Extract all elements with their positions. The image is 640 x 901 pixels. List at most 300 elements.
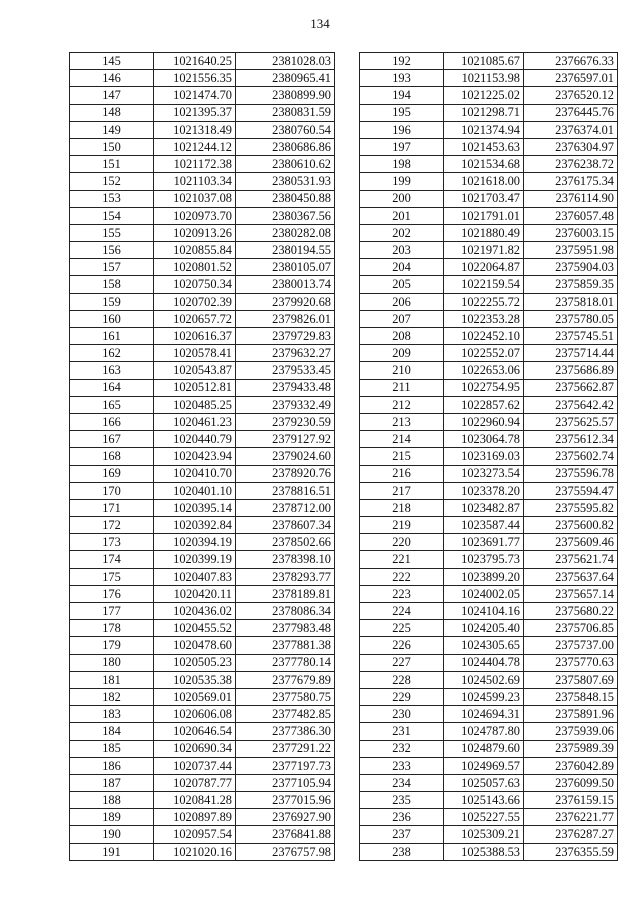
y-coordinate-cell: 2380105.07 bbox=[236, 259, 335, 276]
point-number-cell: 162 bbox=[70, 345, 154, 362]
point-number-cell: 199 bbox=[360, 173, 444, 190]
x-coordinate-cell: 1020606.08 bbox=[154, 706, 236, 723]
y-coordinate-cell: 2375625.57 bbox=[524, 413, 618, 430]
point-number-cell: 155 bbox=[70, 224, 154, 241]
x-coordinate-cell: 1020913.26 bbox=[154, 224, 236, 241]
table-row bbox=[70, 362, 335, 379]
x-coordinate-cell: 1024694.31 bbox=[444, 706, 524, 723]
point-number-cell: 198 bbox=[360, 156, 444, 173]
y-coordinate-cell: 2377015.96 bbox=[236, 792, 335, 809]
table-row bbox=[360, 413, 618, 430]
point-number-cell: 206 bbox=[360, 293, 444, 310]
point-number-cell: 217 bbox=[360, 482, 444, 499]
y-coordinate-cell: 2378607.34 bbox=[236, 517, 335, 534]
x-coordinate-cell: 1022255.72 bbox=[444, 293, 524, 310]
x-coordinate-cell: 1024002.05 bbox=[444, 585, 524, 602]
table-row bbox=[360, 345, 618, 362]
point-number-cell: 175 bbox=[70, 568, 154, 585]
x-coordinate-cell: 1021298.71 bbox=[444, 104, 524, 121]
x-coordinate-cell: 1022960.94 bbox=[444, 413, 524, 430]
x-coordinate-cell: 1021395.37 bbox=[154, 104, 236, 121]
table-row bbox=[360, 156, 618, 173]
point-number-cell: 219 bbox=[360, 517, 444, 534]
x-coordinate-cell: 1024787.80 bbox=[444, 723, 524, 740]
point-number-cell: 200 bbox=[360, 190, 444, 207]
table-row bbox=[70, 328, 335, 345]
point-number-cell: 153 bbox=[70, 190, 154, 207]
x-coordinate-cell: 1023587.44 bbox=[444, 517, 524, 534]
table-row bbox=[360, 688, 618, 705]
x-coordinate-cell: 1022159.54 bbox=[444, 276, 524, 293]
x-coordinate-cell: 1021374.94 bbox=[444, 121, 524, 138]
y-coordinate-cell: 2375939.06 bbox=[524, 723, 618, 740]
point-number-cell: 224 bbox=[360, 603, 444, 620]
table-row bbox=[70, 603, 335, 620]
x-coordinate-cell: 1021703.47 bbox=[444, 190, 524, 207]
point-number-cell: 187 bbox=[70, 774, 154, 791]
x-coordinate-cell: 1021318.49 bbox=[154, 121, 236, 138]
y-coordinate-cell: 2379826.01 bbox=[236, 310, 335, 327]
point-number-cell: 146 bbox=[70, 70, 154, 87]
x-coordinate-cell: 1021244.12 bbox=[154, 138, 236, 155]
y-coordinate-cell: 2377881.38 bbox=[236, 637, 335, 654]
table-row bbox=[360, 276, 618, 293]
table-row bbox=[70, 121, 335, 138]
table-row bbox=[70, 809, 335, 826]
table-row bbox=[70, 723, 335, 740]
y-coordinate-cell: 2376159.15 bbox=[524, 792, 618, 809]
point-number-cell: 180 bbox=[70, 654, 154, 671]
y-coordinate-cell: 2378502.66 bbox=[236, 534, 335, 551]
y-coordinate-cell: 2376927.90 bbox=[236, 809, 335, 826]
table-row bbox=[360, 792, 618, 809]
point-number-cell: 190 bbox=[70, 826, 154, 843]
table-row bbox=[360, 603, 618, 620]
table-row bbox=[360, 328, 618, 345]
table-row bbox=[70, 843, 335, 860]
x-coordinate-cell: 1021172.38 bbox=[154, 156, 236, 173]
y-coordinate-cell: 2377580.75 bbox=[236, 688, 335, 705]
x-coordinate-cell: 1024104.16 bbox=[444, 603, 524, 620]
y-coordinate-cell: 2376221.77 bbox=[524, 809, 618, 826]
table-row bbox=[70, 345, 335, 362]
y-coordinate-cell: 2376042.89 bbox=[524, 757, 618, 774]
table-row bbox=[70, 138, 335, 155]
table-row bbox=[360, 310, 618, 327]
y-coordinate-cell: 2376355.59 bbox=[524, 843, 618, 860]
point-number-cell: 154 bbox=[70, 207, 154, 224]
point-number-cell: 222 bbox=[360, 568, 444, 585]
x-coordinate-cell: 1021037.08 bbox=[154, 190, 236, 207]
point-number-cell: 227 bbox=[360, 654, 444, 671]
x-coordinate-cell: 1020801.52 bbox=[154, 259, 236, 276]
y-coordinate-cell: 2380450.88 bbox=[236, 190, 335, 207]
point-number-cell: 218 bbox=[360, 499, 444, 516]
x-coordinate-cell: 1021225.02 bbox=[444, 87, 524, 104]
y-coordinate-cell: 2375706.85 bbox=[524, 620, 618, 637]
x-coordinate-cell: 1020690.34 bbox=[154, 740, 236, 757]
x-coordinate-cell: 1021618.00 bbox=[444, 173, 524, 190]
table-row bbox=[70, 431, 335, 448]
x-coordinate-cell: 1020543.87 bbox=[154, 362, 236, 379]
x-coordinate-cell: 1020855.84 bbox=[154, 242, 236, 259]
x-coordinate-cell: 1022552.07 bbox=[444, 345, 524, 362]
table-row bbox=[360, 431, 618, 448]
point-number-cell: 209 bbox=[360, 345, 444, 362]
table-row bbox=[70, 671, 335, 688]
y-coordinate-cell: 2376175.34 bbox=[524, 173, 618, 190]
x-coordinate-cell: 1020394.19 bbox=[154, 534, 236, 551]
table-row bbox=[70, 379, 335, 396]
table-row bbox=[70, 568, 335, 585]
table-row bbox=[360, 534, 618, 551]
y-coordinate-cell: 2378816.51 bbox=[236, 482, 335, 499]
y-coordinate-cell: 2376287.27 bbox=[524, 826, 618, 843]
table-row bbox=[360, 173, 618, 190]
y-coordinate-cell: 2375891.96 bbox=[524, 706, 618, 723]
y-coordinate-cell: 2380194.55 bbox=[236, 242, 335, 259]
x-coordinate-cell: 1022653.06 bbox=[444, 362, 524, 379]
y-coordinate-cell: 2375621.74 bbox=[524, 551, 618, 568]
point-number-cell: 173 bbox=[70, 534, 154, 551]
x-coordinate-cell: 1023169.03 bbox=[444, 448, 524, 465]
table-row bbox=[360, 379, 618, 396]
table-row bbox=[360, 138, 618, 155]
y-coordinate-cell: 2375737.00 bbox=[524, 637, 618, 654]
y-coordinate-cell: 2379230.59 bbox=[236, 413, 335, 430]
table-row bbox=[70, 448, 335, 465]
y-coordinate-cell: 2375859.35 bbox=[524, 276, 618, 293]
table-row bbox=[360, 207, 618, 224]
y-coordinate-cell: 2376238.72 bbox=[524, 156, 618, 173]
point-number-cell: 195 bbox=[360, 104, 444, 121]
table-row bbox=[70, 517, 335, 534]
point-number-cell: 184 bbox=[70, 723, 154, 740]
y-coordinate-cell: 2376304.97 bbox=[524, 138, 618, 155]
y-coordinate-cell: 2375602.74 bbox=[524, 448, 618, 465]
table-row bbox=[70, 551, 335, 568]
table-row bbox=[360, 448, 618, 465]
y-coordinate-cell: 2377197.73 bbox=[236, 757, 335, 774]
table-row bbox=[360, 671, 618, 688]
y-coordinate-cell: 2378712.00 bbox=[236, 499, 335, 516]
y-coordinate-cell: 2375989.39 bbox=[524, 740, 618, 757]
point-number-cell: 202 bbox=[360, 224, 444, 241]
point-number-cell: 194 bbox=[360, 87, 444, 104]
x-coordinate-cell: 1024879.60 bbox=[444, 740, 524, 757]
y-coordinate-cell: 2377482.85 bbox=[236, 706, 335, 723]
point-number-cell: 208 bbox=[360, 328, 444, 345]
point-number-cell: 191 bbox=[70, 843, 154, 860]
table-row bbox=[360, 517, 618, 534]
table-row bbox=[360, 826, 618, 843]
table-row bbox=[70, 620, 335, 637]
y-coordinate-cell: 2378293.77 bbox=[236, 568, 335, 585]
x-coordinate-cell: 1024404.78 bbox=[444, 654, 524, 671]
y-coordinate-cell: 2375686.89 bbox=[524, 362, 618, 379]
table-row bbox=[360, 706, 618, 723]
x-coordinate-cell: 1024599.23 bbox=[444, 688, 524, 705]
table-row bbox=[360, 121, 618, 138]
x-coordinate-cell: 1021020.16 bbox=[154, 843, 236, 860]
x-coordinate-cell: 1023273.54 bbox=[444, 465, 524, 482]
x-coordinate-cell: 1022452.10 bbox=[444, 328, 524, 345]
y-coordinate-cell: 2377386.30 bbox=[236, 723, 335, 740]
x-coordinate-cell: 1021474.70 bbox=[154, 87, 236, 104]
y-coordinate-cell: 2375904.03 bbox=[524, 259, 618, 276]
point-number-cell: 203 bbox=[360, 242, 444, 259]
y-coordinate-cell: 2376841.88 bbox=[236, 826, 335, 843]
x-coordinate-cell: 1020407.83 bbox=[154, 568, 236, 585]
table-row bbox=[360, 53, 618, 70]
x-coordinate-cell: 1022857.62 bbox=[444, 396, 524, 413]
table-row bbox=[70, 396, 335, 413]
table-row bbox=[70, 706, 335, 723]
table-row bbox=[70, 293, 335, 310]
x-coordinate-cell: 1020569.01 bbox=[154, 688, 236, 705]
x-coordinate-cell: 1020973.70 bbox=[154, 207, 236, 224]
x-coordinate-cell: 1020485.25 bbox=[154, 396, 236, 413]
table-row bbox=[360, 396, 618, 413]
x-coordinate-cell: 1025227.55 bbox=[444, 809, 524, 826]
y-coordinate-cell: 2377780.14 bbox=[236, 654, 335, 671]
table-row bbox=[360, 809, 618, 826]
table-row bbox=[360, 551, 618, 568]
point-number-cell: 221 bbox=[360, 551, 444, 568]
coordinates-table-right bbox=[359, 52, 618, 861]
x-coordinate-cell: 1020440.79 bbox=[154, 431, 236, 448]
point-number-cell: 193 bbox=[360, 70, 444, 87]
x-coordinate-cell: 1020478.60 bbox=[154, 637, 236, 654]
y-coordinate-cell: 2380831.59 bbox=[236, 104, 335, 121]
x-coordinate-cell: 1021453.63 bbox=[444, 138, 524, 155]
point-number-cell: 211 bbox=[360, 379, 444, 396]
x-coordinate-cell: 1020436.02 bbox=[154, 603, 236, 620]
y-coordinate-cell: 2380610.62 bbox=[236, 156, 335, 173]
y-coordinate-cell: 2378398.10 bbox=[236, 551, 335, 568]
x-coordinate-cell: 1020505.23 bbox=[154, 654, 236, 671]
y-coordinate-cell: 2380686.86 bbox=[236, 138, 335, 155]
y-coordinate-cell: 2375818.01 bbox=[524, 293, 618, 310]
x-coordinate-cell: 1024305.65 bbox=[444, 637, 524, 654]
table-row bbox=[360, 585, 618, 602]
point-number-cell: 169 bbox=[70, 465, 154, 482]
x-coordinate-cell: 1020702.39 bbox=[154, 293, 236, 310]
y-coordinate-cell: 2378920.76 bbox=[236, 465, 335, 482]
y-coordinate-cell: 2376445.76 bbox=[524, 104, 618, 121]
point-number-cell: 179 bbox=[70, 637, 154, 654]
y-coordinate-cell: 2375600.82 bbox=[524, 517, 618, 534]
point-number-cell: 233 bbox=[360, 757, 444, 774]
point-number-cell: 177 bbox=[70, 603, 154, 620]
y-coordinate-cell: 2379920.68 bbox=[236, 293, 335, 310]
y-coordinate-cell: 2379433.48 bbox=[236, 379, 335, 396]
point-number-cell: 205 bbox=[360, 276, 444, 293]
table-row bbox=[70, 688, 335, 705]
x-coordinate-cell: 1021085.67 bbox=[444, 53, 524, 70]
table-row bbox=[360, 568, 618, 585]
table-row bbox=[70, 70, 335, 87]
x-coordinate-cell: 1025309.21 bbox=[444, 826, 524, 843]
y-coordinate-cell: 2375770.63 bbox=[524, 654, 618, 671]
x-coordinate-cell: 1024205.40 bbox=[444, 620, 524, 637]
y-coordinate-cell: 2379127.92 bbox=[236, 431, 335, 448]
table-row bbox=[360, 843, 618, 860]
x-coordinate-cell: 1021556.35 bbox=[154, 70, 236, 87]
point-number-cell: 167 bbox=[70, 431, 154, 448]
x-coordinate-cell: 1020410.70 bbox=[154, 465, 236, 482]
table-row bbox=[70, 585, 335, 602]
x-coordinate-cell: 1020401.10 bbox=[154, 482, 236, 499]
table-row bbox=[70, 87, 335, 104]
y-coordinate-cell: 2379332.49 bbox=[236, 396, 335, 413]
x-coordinate-cell: 1020395.14 bbox=[154, 499, 236, 516]
point-number-cell: 216 bbox=[360, 465, 444, 482]
x-coordinate-cell: 1025057.63 bbox=[444, 774, 524, 791]
point-number-cell: 189 bbox=[70, 809, 154, 826]
point-number-cell: 201 bbox=[360, 207, 444, 224]
y-coordinate-cell: 2379729.83 bbox=[236, 328, 335, 345]
point-number-cell: 157 bbox=[70, 259, 154, 276]
table-row bbox=[360, 224, 618, 241]
point-number-cell: 164 bbox=[70, 379, 154, 396]
x-coordinate-cell: 1020897.89 bbox=[154, 809, 236, 826]
point-number-cell: 158 bbox=[70, 276, 154, 293]
point-number-cell: 168 bbox=[70, 448, 154, 465]
x-coordinate-cell: 1020420.11 bbox=[154, 585, 236, 602]
table-row bbox=[70, 826, 335, 843]
table-row bbox=[360, 620, 618, 637]
point-number-cell: 145 bbox=[70, 53, 154, 70]
y-coordinate-cell: 2379533.45 bbox=[236, 362, 335, 379]
y-coordinate-cell: 2380760.54 bbox=[236, 121, 335, 138]
point-number-cell: 228 bbox=[360, 671, 444, 688]
y-coordinate-cell: 2377679.89 bbox=[236, 671, 335, 688]
y-coordinate-cell: 2375951.98 bbox=[524, 242, 618, 259]
y-coordinate-cell: 2375596.78 bbox=[524, 465, 618, 482]
point-number-cell: 204 bbox=[360, 259, 444, 276]
x-coordinate-cell: 1021103.34 bbox=[154, 173, 236, 190]
table-row bbox=[360, 87, 618, 104]
table-row bbox=[360, 362, 618, 379]
x-coordinate-cell: 1020750.34 bbox=[154, 276, 236, 293]
x-coordinate-cell: 1023691.77 bbox=[444, 534, 524, 551]
y-coordinate-cell: 2376520.12 bbox=[524, 87, 618, 104]
y-coordinate-cell: 2380531.93 bbox=[236, 173, 335, 190]
table-row bbox=[70, 224, 335, 241]
y-coordinate-cell: 2376676.33 bbox=[524, 53, 618, 70]
x-coordinate-cell: 1022754.95 bbox=[444, 379, 524, 396]
table-row bbox=[70, 654, 335, 671]
table-row bbox=[360, 293, 618, 310]
point-number-cell: 231 bbox=[360, 723, 444, 740]
y-coordinate-cell: 2375662.87 bbox=[524, 379, 618, 396]
point-number-cell: 166 bbox=[70, 413, 154, 430]
point-number-cell: 188 bbox=[70, 792, 154, 809]
table-row bbox=[70, 242, 335, 259]
point-number-cell: 149 bbox=[70, 121, 154, 138]
y-coordinate-cell: 2375642.42 bbox=[524, 396, 618, 413]
point-number-cell: 220 bbox=[360, 534, 444, 551]
x-coordinate-cell: 1020737.44 bbox=[154, 757, 236, 774]
table-row bbox=[70, 104, 335, 121]
point-number-cell: 213 bbox=[360, 413, 444, 430]
x-coordinate-cell: 1023482.87 bbox=[444, 499, 524, 516]
point-number-cell: 176 bbox=[70, 585, 154, 602]
table-row bbox=[360, 654, 618, 671]
table-row bbox=[360, 499, 618, 516]
x-coordinate-cell: 1023378.20 bbox=[444, 482, 524, 499]
point-number-cell: 147 bbox=[70, 87, 154, 104]
y-coordinate-cell: 2376597.01 bbox=[524, 70, 618, 87]
x-coordinate-cell: 1024502.69 bbox=[444, 671, 524, 688]
table-row bbox=[360, 757, 618, 774]
point-number-cell: 150 bbox=[70, 138, 154, 155]
y-coordinate-cell: 2379024.60 bbox=[236, 448, 335, 465]
x-coordinate-cell: 1020616.37 bbox=[154, 328, 236, 345]
table-row bbox=[70, 53, 335, 70]
point-number-cell: 185 bbox=[70, 740, 154, 757]
y-coordinate-cell: 2375745.51 bbox=[524, 328, 618, 345]
y-coordinate-cell: 2376099.50 bbox=[524, 774, 618, 791]
table-row bbox=[70, 259, 335, 276]
y-coordinate-cell: 2376057.48 bbox=[524, 207, 618, 224]
x-coordinate-cell: 1020578.41 bbox=[154, 345, 236, 362]
point-number-cell: 210 bbox=[360, 362, 444, 379]
x-coordinate-cell: 1020646.54 bbox=[154, 723, 236, 740]
y-coordinate-cell: 2380013.74 bbox=[236, 276, 335, 293]
point-number-cell: 232 bbox=[360, 740, 444, 757]
point-number-cell: 234 bbox=[360, 774, 444, 791]
x-coordinate-cell: 1020787.77 bbox=[154, 774, 236, 791]
y-coordinate-cell: 2378086.34 bbox=[236, 603, 335, 620]
point-number-cell: 161 bbox=[70, 328, 154, 345]
point-number-cell: 172 bbox=[70, 517, 154, 534]
point-number-cell: 182 bbox=[70, 688, 154, 705]
x-coordinate-cell: 1025143.66 bbox=[444, 792, 524, 809]
table-row bbox=[360, 70, 618, 87]
table-row bbox=[360, 242, 618, 259]
x-coordinate-cell: 1020957.54 bbox=[154, 826, 236, 843]
point-number-cell: 156 bbox=[70, 242, 154, 259]
table-row bbox=[360, 740, 618, 757]
x-coordinate-cell: 1021880.49 bbox=[444, 224, 524, 241]
point-number-cell: 165 bbox=[70, 396, 154, 413]
y-coordinate-cell: 2381028.03 bbox=[236, 53, 335, 70]
y-coordinate-cell: 2375780.05 bbox=[524, 310, 618, 327]
point-number-cell: 237 bbox=[360, 826, 444, 843]
point-number-cell: 148 bbox=[70, 104, 154, 121]
table-row bbox=[70, 207, 335, 224]
x-coordinate-cell: 1020455.52 bbox=[154, 620, 236, 637]
point-number-cell: 238 bbox=[360, 843, 444, 860]
point-number-cell: 181 bbox=[70, 671, 154, 688]
x-coordinate-cell: 1021640.25 bbox=[154, 53, 236, 70]
point-number-cell: 223 bbox=[360, 585, 444, 602]
point-number-cell: 152 bbox=[70, 173, 154, 190]
point-number-cell: 229 bbox=[360, 688, 444, 705]
point-number-cell: 225 bbox=[360, 620, 444, 637]
table-row bbox=[360, 190, 618, 207]
x-coordinate-cell: 1023064.78 bbox=[444, 431, 524, 448]
y-coordinate-cell: 2380965.41 bbox=[236, 70, 335, 87]
y-coordinate-cell: 2377105.94 bbox=[236, 774, 335, 791]
y-coordinate-cell: 2378189.81 bbox=[236, 585, 335, 602]
table-row bbox=[70, 482, 335, 499]
y-coordinate-cell: 2375807.69 bbox=[524, 671, 618, 688]
x-coordinate-cell: 1020399.19 bbox=[154, 551, 236, 568]
table-row bbox=[70, 499, 335, 516]
